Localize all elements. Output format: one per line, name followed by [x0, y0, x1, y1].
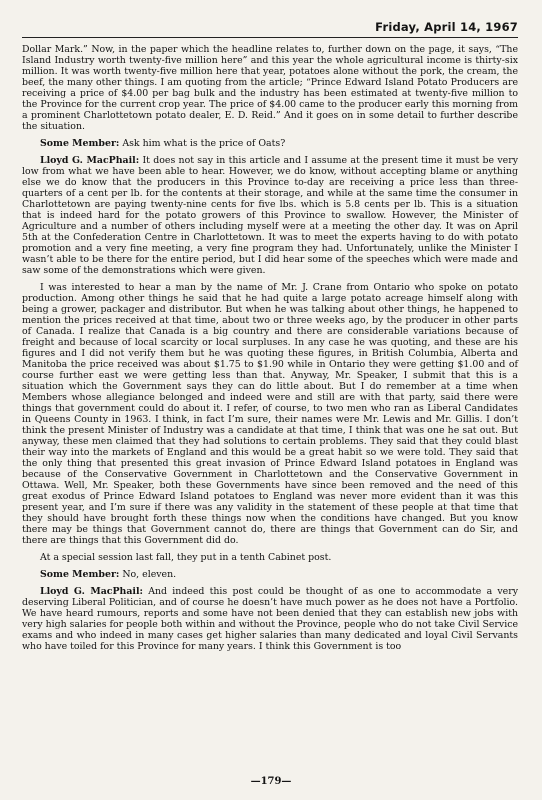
speaker-name: Lloyd G. MacPhail: — [40, 155, 140, 166]
paragraph-interjection — [22, 569, 518, 580]
paragraph-continuation: Dollar Mark.” Now, in the paper which the headline relates to, further down on the page, it says, “The Island Industry worth twenty-five million here” and this year the whole agricultural income is thirty-six million. It was worth twenty-five million here that year, potatoes alone without the pork, the cream, the beef, the many other things. I am quoting from the article; “Prince Edward Island Potato Producers are receiving a price of $4.00 per bag bulk and the industry has been estimated at twenty-five million to the Province for the current crop year. The price of $4.00 came to the producer early this morning from a prominent Charlottetown potato dealer, E. D. Reid.” And it goes on in some detail to further describe the situation. — [22, 44, 518, 132]
paragraph-speech — [22, 155, 518, 276]
speaker-name: Lloyd G. MacPhail: — [40, 586, 144, 597]
speech-text: No, eleven. — [119, 569, 177, 580]
paragraph-interjection — [22, 138, 518, 149]
paragraph-body: I was interested to hear a man by the name of Mr. J. Crane from Ontario who spoke on potato production. Among other things he said that he had quite a large potato acreage himself along with being a grower, packager and distributor. But when he was talking about other things, he happened to mention the prices received at that time, about two or three weeks ago, by the producer in other parts of Canada. I realize that Canada is a big country and there are considerable variations because of freight and because of local scarcity or local surpluses. In any case he was quoting, and these are his figures and I did not verify them but he was quoting these figures, in British Columbia, Alberta and Manitoba the price received was about $1.75 to $1.90 while in Ontario they were getting $1.00 and of course further east we were getting less than that. Anyway, Mr. Speaker, I submit that this is a situation which the Government says they can do little about. But I do remember at a time when Members whose allegiance belonged and indeed were and still are with that party, said there were things that government could do about it. I refer, of course, to two men who ran as Liberal Candidates in Queens County in 1963. I think, in fact I’m sure, their names were Mr. Lewis and Mr. Gillis. I don’t think the present Minister of Industry was a candidate at that time, I think that was one he sat out. But anyway, these men claimed that they had solutions to certain problems. They said that they could blast their way into the markets of England and this would be a great habit so we were told. They said that the only thing that presented this great invasion of Prince Edward Island potatoes in England was because of the Conservative Government in Charlottetown and the Conservative Government in Ottawa. Well, Mr. Speaker, both these Governments have since been removed and the need of this great exodus of Prince Edward Island potatoes to England was never more evident than it was this present year, and I’m sure if there was any validity in the statement of these people at that time that they should have brought forth these things now when the conditions have changed. But you know there may be things that Government cannot do, there are things that Government can do Sir, and there are things that this Government did do. — [22, 282, 518, 546]
running-header: Friday, April 14, 1967 — [22, 20, 518, 38]
speech-text: And indeed this post could be thought of as one to accommodate a very deserving Liberal Politician, and of course he doesn’t have much power as he does not have a Portfolio. We have heard rumours, reports and some have not been denied that they can establish new jobs with very high salaries for people both within and without the Province, people who do not take Civil Service exams and who indeed in many cases get higher salaries than many dedicated and loyal Civil Servants who have toiled for this Province for many years. I think this Government is too — [22, 586, 518, 652]
paragraph-body: At a special session last fall, they put in a tenth Cabinet post. — [40, 552, 332, 563]
paragraph-speech — [22, 586, 518, 652]
speaker-name: Some Member: — [40, 569, 120, 580]
speech-text: Ask him what is the price of Oats? — [119, 138, 286, 149]
speaker-name: Some Member: — [40, 138, 120, 149]
speech-text: It does not say in this article and I assume at the present time it must be very low from what we have been able to hear. However, we do know, without accepting blame or anything else we do know that the producers in this Province to-day are receiving a price less than three-quarters of a cent per lb. for the contents at their storage, and while at the same time the consumer in Charlottetown are paying twenty-nine cents for five lbs. which is 5.8 cents per lb. This is a situation that is indeed hard for the potato growers of this Province to swallow. However, the Minister of Agriculture and a number of others including myself were at a meeting the other day. It was on April 5th at the Confederation Centre in Charlottetown. It was to meet the experts having to do with potato promotion and a very fine meeting, a very fine program they had. Unfortunately, unlike the Minister I wasn’t able to be there for the entire period, but I did hear some of the speeches which were made and saw some of the demonstrations which were given. — [22, 155, 518, 276]
page-number: —179— — [250, 776, 292, 787]
